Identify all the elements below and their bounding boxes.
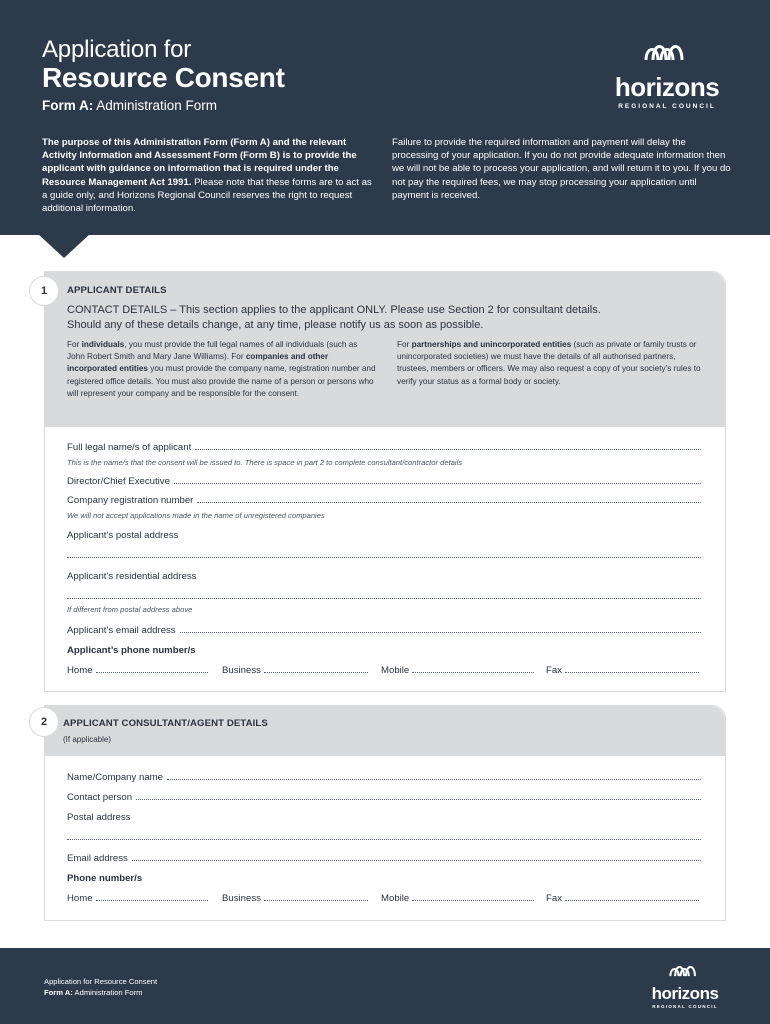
header-notch [38, 234, 90, 258]
intro-left-paragraph [42, 136, 376, 215]
section-2-subtitle: (If applicable) [63, 735, 112, 744]
section-1-number: 1 [29, 276, 59, 306]
footer-logo-subtitle: REGIONAL COUNCIL [652, 1004, 718, 1009]
footer-form [44, 988, 142, 997]
footer-logo-name: horizons [651, 984, 719, 1003]
consultant-name-field[interactable] [67, 772, 701, 783]
consultant-postal-line[interactable] [67, 839, 701, 840]
contact-person-field[interactable] [67, 792, 701, 803]
contact-details-heading [67, 303, 707, 333]
postal-address-line[interactable] [67, 557, 701, 558]
section-1-title: APPLICANT DETAILS [67, 285, 167, 296]
consultant-postal-label-row [67, 812, 701, 823]
phone-heading: Applicant’s phone number/s [67, 645, 196, 656]
section-2-number: 2 [29, 707, 59, 737]
page-title: Resource Consent [42, 62, 285, 93]
consultant-fax-field[interactable]: Fax [546, 893, 706, 904]
form-name: Administration Form [96, 98, 218, 113]
footer-title: Application for Resource Consent [44, 977, 158, 986]
business-phone-field[interactable]: Business [222, 665, 381, 676]
postal-address-label: Applicant’s postal address [67, 530, 179, 541]
section-applicant-details [40, 271, 726, 692]
consultant-home-phone-field[interactable]: Home [67, 893, 222, 904]
home-phone-field[interactable]: Home [67, 665, 222, 676]
email-field[interactable] [67, 625, 701, 636]
consultant-name-label: Name/Company name [67, 772, 163, 783]
fax-field[interactable]: Fax [546, 665, 706, 676]
individuals-paragraph: For individuals, you must provide the full legal names of all individuals (such as John Robert Smith and Mary Jane Williams). For companies and other incorporated entities you must provide the company name, registration number and registered office details. You must also provide the name of a person or persons who will represent your company and be responsible for the consent. [67, 340, 376, 398]
consultant-phone-heading: Phone number/s [67, 873, 143, 884]
contact-line-1: CONTACT DETAILS – This section applies to the applicant ONLY. Please use Section 2 for consultant details. [67, 304, 601, 316]
contact-person-label: Contact person [67, 792, 133, 803]
consultant-postal-label: Postal address [67, 812, 131, 823]
consultant-phone-heading-row [67, 873, 701, 884]
residential-address-line[interactable] [67, 598, 701, 599]
consultant-phone-row [67, 893, 707, 904]
title-line-1: Application for [42, 36, 192, 63]
email-label: Applicant’s email address [67, 625, 176, 636]
company-registration-label: Company registration number [67, 495, 194, 506]
mobile-phone-field[interactable]: Mobile [381, 665, 546, 676]
phone-row [67, 665, 707, 676]
full-legal-name-label: Full legal name/s of applicant [67, 442, 192, 453]
logo-name: horizons [614, 72, 720, 102]
consultant-email-label: Email address [67, 853, 128, 864]
horizons-wave-icon [669, 962, 699, 978]
section-2-header [45, 706, 725, 756]
postal-address-label-row [67, 530, 701, 541]
consultant-business-phone-field[interactable]: Business [222, 893, 381, 904]
footer-horizons-logo [640, 962, 730, 1012]
footer-form-name: Administration Form [74, 988, 143, 997]
consultant-email-field[interactable] [67, 853, 701, 864]
full-legal-name-note: This is the name/s that the consent will be issued to. There is space in part 2 to complete consultant/contractor details [67, 458, 463, 467]
contact-line-2: Should any of these details change, at any time, please notify us as soon as possible. [67, 319, 484, 331]
intro-left-rest: Please note that these forms are to act as a guide only, and Horizons Regional Council reserves the right to request additional information. [42, 176, 372, 215]
logo-subtitle: REGIONAL COUNCIL [618, 103, 716, 110]
company-registration-field[interactable] [67, 495, 701, 506]
page-header [0, 0, 770, 235]
intro-left-bold: The purpose of this Administration Form (Form A) and the relevant Activity Information and Assessment Form (Form B) is to provide the applicant with guidance on information that is required under the Resource Management Act 1991. [42, 137, 357, 188]
horizons-logo [604, 40, 734, 115]
form-label [42, 98, 217, 113]
partnerships-paragraph: For partnerships and unincorporated entities (such as private or family trusts or unincorporated societies) we must have the details of all authorised partners, trustees, members or officers. We may also request a copy of your society’s rules to verify your status as a formal body or society. [397, 340, 701, 386]
consultant-mobile-phone-field[interactable]: Mobile [381, 893, 546, 904]
company-registration-note: We will not accept applications made in the name of unregistered companies [67, 511, 325, 520]
phone-heading-row [67, 645, 701, 656]
intro-right-paragraph: Failure to provide the required information and payment will delay the processing of your application. If you do not provide adequate information then we will not be able to process your application, and will return it to you. If you do not pay the required fees, we may stop processing your application until payment is received. [392, 137, 731, 201]
section-2-title: APPLICANT CONSULTANT/AGENT DETAILS [63, 718, 268, 729]
director-label: Director/Chief Executive [67, 476, 170, 487]
page-footer [0, 948, 770, 1024]
footer-form-code: Form A: [44, 988, 73, 997]
section-consultant-details [40, 705, 726, 921]
form-code: Form A: [42, 98, 94, 113]
residential-address-label-row [67, 571, 701, 582]
residential-address-note: If different from postal address above [67, 605, 193, 614]
horizons-wave-icon [644, 40, 688, 62]
full-legal-name-field[interactable] [67, 442, 701, 453]
residential-address-label: Applicant’s residential address [67, 571, 197, 582]
director-field[interactable] [67, 476, 701, 487]
